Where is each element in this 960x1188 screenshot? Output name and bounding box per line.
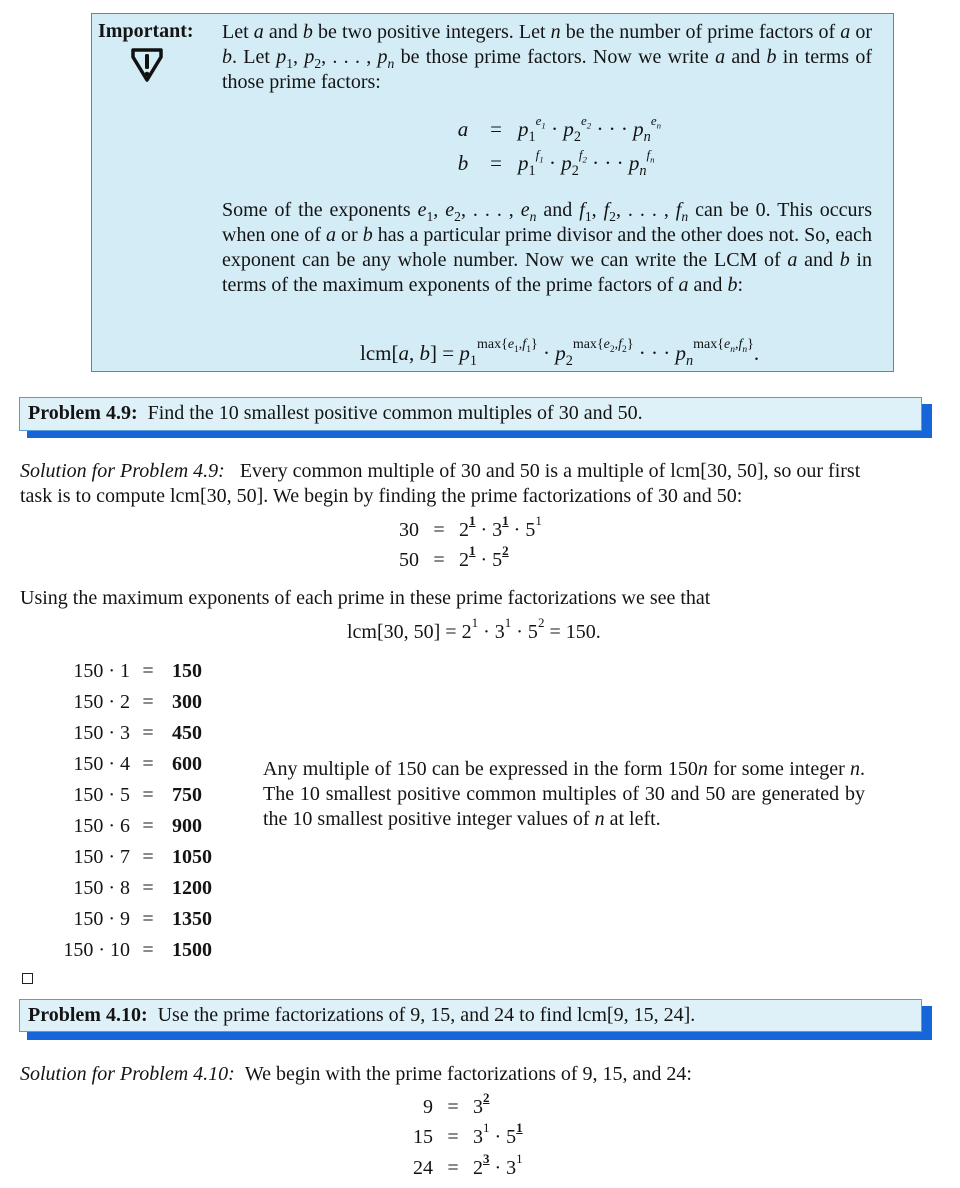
equals-sign: = — [142, 691, 154, 713]
problem-label: Problem 4.9: — [28, 402, 138, 424]
multiple-expression: 150 · 3 — [73, 722, 130, 744]
multiple-expression: 150 · 1 — [73, 660, 130, 682]
equals-sign: = — [142, 815, 154, 837]
multiple-value: 450 — [172, 722, 202, 744]
equals-sign: = — [142, 939, 154, 961]
multiple-value: 900 — [172, 815, 202, 837]
equals-sign: = — [142, 908, 154, 930]
important-paragraph-2: Some of the exponents $e_1$, $e_2$, . . . , $e_n$ and $f_1$, $f_2$, . . . , $f_n$ can be 0. This occurs when one of a or b has a particular prime divisor and the other does not. So, each exponent can be any whole number. Now we can write the LCM of a and b in terms of the maximum exponents of the prime factors of a and b: — [222, 199, 873, 296]
equals-sign: = — [142, 660, 154, 682]
important-paragraph-1: Let a and b be two positive integers. Let n be the number of prime factors of a or b. Let $p_1$, $p_2$, . . . , $p_n$ be those prime factors. Now we write a and b in terms of those prime factors: — [222, 21, 873, 93]
multiple-value: 1050 — [172, 846, 212, 868]
multiple-value: 750 — [172, 784, 202, 806]
multiples-note: Any multiple of 150 can be expressed in the form 150n for some integer n. The 10 smallest positive common multiples of 30 and 50 are generated by the 10 smallest positive integer values of n at left. — [263, 758, 866, 830]
lcm-formula: lcm[a, $b] = p_1^{max\{e_1,f_1\}} \cdot p_2^{max\{e_2,f_2\}}$ · · · $p_n^{max\{e_n,f_n\}}$. — [360, 337, 760, 370]
multiple-value: 1500 — [172, 939, 212, 961]
multiple-value: 1350 — [172, 908, 212, 930]
solution-4-9-line-3: Using the maximum exponents of each prime in these prime factorizations we see that — [20, 587, 711, 609]
qed-square-icon — [22, 973, 33, 984]
problem-text: Find the 10 smallest positive common multiples of 30 and 50. — [147, 402, 643, 424]
multiple-expression: 150 · 9 — [73, 908, 130, 930]
important-label: Important: — [98, 20, 194, 42]
multiple-value: 300 — [172, 691, 202, 713]
equals-sign: = — [142, 784, 154, 806]
multiple-value: 150 — [172, 660, 202, 682]
factorization-50: $50 = 2^1 \cdot 5^2$ — [399, 543, 509, 571]
equals-sign: = — [142, 846, 154, 868]
lcm-30-50-equation: lcm[30, $50] = 2^1 \cdot 3^1 \cdot 5^2 = 150$. — [347, 615, 601, 643]
equation-b: $b = p_1^{f_1} \cdot p_2^{f_2}$ · · · $p_n^{f_n}$ — [457, 147, 655, 180]
equation-a: $a = p_1^{e_1} \cdot p_2^{e_2}$ · · · $p_n^{e_n}$ — [457, 113, 662, 146]
factorization-15: $15 = 3^1 \cdot 5^1$ — [413, 1120, 523, 1148]
problem-4-10-box — [19, 999, 922, 1032]
factorization-30: $30 = 2^1 \cdot 3^1 \cdot 5^1$ — [399, 513, 542, 541]
solution-4-10-line-1: Solution for Problem 4.10: We begin with the prime factorizations of 9, 15, and 24: — [20, 1063, 692, 1085]
warning-icon — [130, 47, 164, 88]
problem-text: Use the prime factorizations of 9, 15, and 24 to find lcm[9, 15, 24]. — [157, 1004, 696, 1026]
factorization-9: $9 = 3^2$ — [423, 1090, 490, 1118]
multiple-expression: 150 · 7 — [73, 846, 130, 868]
problem-4-9-box — [19, 397, 922, 431]
multiple-value: 1200 — [172, 877, 212, 899]
important-box — [91, 13, 894, 372]
multiple-expression: 150 · 2 — [73, 691, 130, 713]
equals-sign: = — [142, 753, 154, 775]
multiple-expression: 150 · 6 — [73, 815, 130, 837]
multiple-expression: 150 · 5 — [73, 784, 130, 806]
multiple-expression: 150 · 4 — [73, 753, 130, 775]
multiple-expression: 150 · 10 — [63, 939, 130, 961]
solution-4-9-line-1: Solution for Problem 4.9: Every common multiple of 30 and 50 is a multiple of lcm[30, 50], so our first — [20, 460, 861, 482]
multiple-expression: 150 · 8 — [73, 877, 130, 899]
equals-sign: = — [142, 877, 154, 899]
solution-4-9-line-2: task is to compute lcm[30, 50]. We begin by finding the prime factorizations of 30 and 50: — [20, 485, 743, 507]
factorization-24: $24 = 2^3 \cdot 3^1$ — [413, 1151, 523, 1179]
problem-label: Problem 4.10: — [28, 1004, 148, 1026]
multiple-value: 600 — [172, 753, 202, 775]
equals-sign: = — [142, 722, 154, 744]
